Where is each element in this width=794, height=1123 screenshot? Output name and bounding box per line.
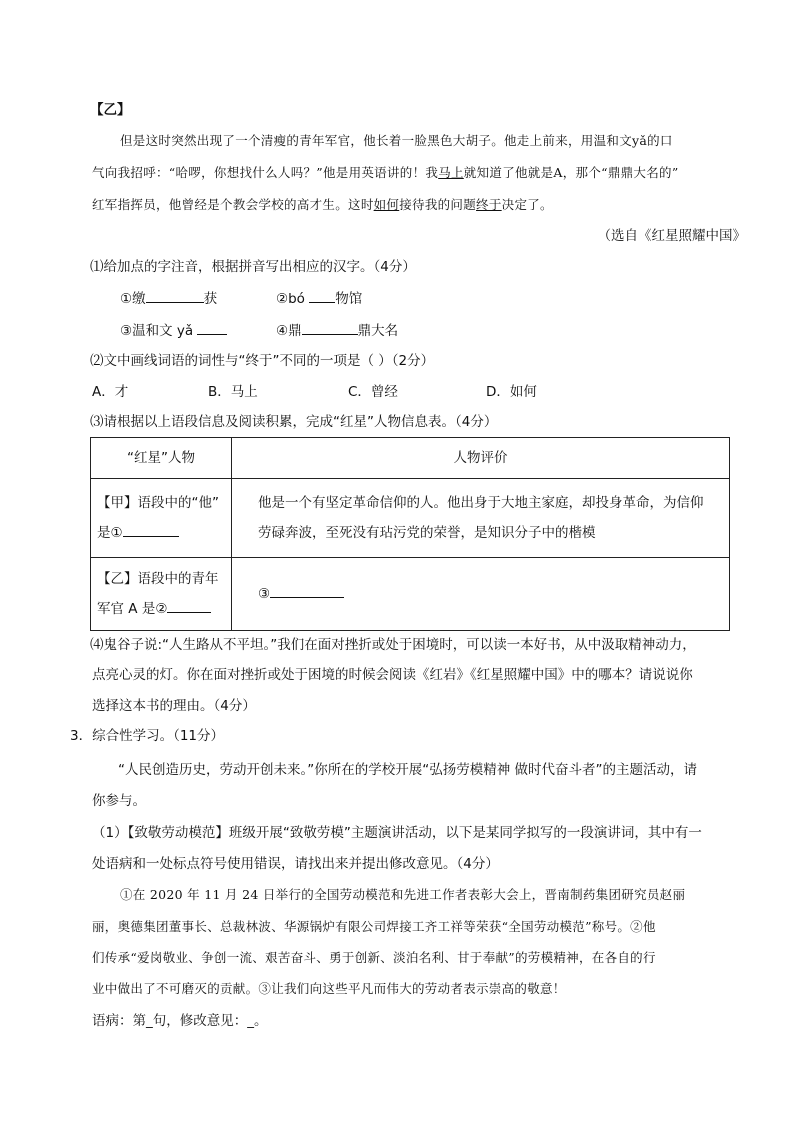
cell-answer-line [97, 594, 225, 624]
underlined-word-mashang: 马上 [438, 165, 464, 180]
underlined-word-zhongyu: 终于 [476, 197, 502, 212]
speech-line-4: 业中做出了不可磨灭的贡献。③让我们向这些平凡而伟大的劳动者表示崇高的敬意！ [92, 981, 566, 996]
answer-blank[interactable] [123, 522, 179, 537]
q1-item-3 [120, 320, 227, 341]
q2-option-b[interactable]: B．马上 [208, 384, 258, 400]
q2-option-c[interactable]: C．曾经 [348, 384, 398, 400]
subq1-line-1: （1）【致敬劳动模范】班级开展“致敬劳模”主题演讲活动，以下是某同学拟写的一段演讲词，其中有一 [92, 825, 702, 841]
section-3-intro-line-2: 你参与。 [92, 793, 146, 809]
word-cengjing: 曾经 [181, 197, 208, 212]
section-yi-heading: 【乙】 [90, 102, 131, 118]
q3-prompt: ⑶请根据以上语段信息及阅读积累，完成“红星”人物信息表。（4分） [90, 414, 498, 430]
q1-item-1-rest: 获 [203, 291, 218, 307]
cell-text: 【甲】语段中的“他” [97, 495, 219, 511]
speech-line-3: 们传承“爱岗敬业、争创一流、艰苦奋斗、勇于创新、淡泊名利、甘于奉献”的劳模精神，在各自的行 [92, 950, 656, 965]
answer-blank[interactable] [197, 320, 227, 335]
cell-text: 劳碌奔波，至死没有玷污党的荣誉，是知识分子中的楷模 [258, 525, 596, 541]
answer-blank[interactable] [302, 320, 358, 335]
q1-item-4 [276, 320, 398, 341]
q4-line-3: 选择这本书的理由。（4分） [92, 698, 256, 714]
subq1-line-2: 处语病和一处标点符号使用错误，请找出来并提出修改意见。（4分） [92, 856, 499, 872]
speech-line-1: ①在 2020 年 11 月 24 日举行的全国劳动模范和先进工作者表彰大会上，晋南制药集团研究员赵丽 [120, 887, 686, 902]
passage-line-3-c: 是个教会学校的高才生。这时 [207, 197, 374, 212]
table-cell-yi-character [91, 558, 232, 631]
q4-line-2: 点亮心灵的灯。你在面对挫折或处于困境的时候会阅读《红岩》《红星照耀中国》中的哪本？请说说你 [92, 667, 693, 683]
table-header-character: “红星”人物 [91, 438, 232, 479]
speech-line-2: 丽，奥德集团董事长、总裁林波、华源锅炉有限公司焊接工齐工祥等荣获“全国劳动模范”称号。②他 [92, 919, 656, 934]
cell-text: 【乙】语段中的青年 [97, 571, 219, 587]
table-cell-yi-evaluation [232, 558, 730, 631]
section-3-title: 3．综合性学习。（11分） [70, 728, 225, 744]
cell-text: 是① [97, 525, 123, 541]
underlined-word-ruhe: 如何 [373, 197, 400, 212]
answer-blank[interactable] [167, 598, 211, 613]
cell-text: ③ [258, 586, 271, 602]
passage-source: （选自《红星照耀中国》 [597, 228, 746, 244]
q1-prompt: ⑴给加点的字注音，根据拼音写出相应的汉字。（4分） [90, 259, 416, 275]
passage-line-3-a: 红军指挥员，他 [92, 197, 182, 212]
section-3-intro-line-1: “人民创造历史，劳动开创未来。”你所在的学校开展“弘扬劳模精神 做时代奋斗者”的主题活动，请 [118, 762, 698, 778]
answer-blank[interactable] [270, 583, 344, 598]
passage-line-2-post: 就知道了他就是A，那个“鼎鼎大名的” [463, 165, 679, 180]
q1-item-1 [120, 288, 217, 309]
q1-item-2 [276, 288, 362, 309]
answer-blank[interactable] [146, 288, 204, 303]
table-row [91, 479, 730, 558]
passage-line-3-g: 决定了。 [501, 197, 553, 212]
passage-line-2 [92, 163, 679, 183]
q1-item-4-rest: 鼎大名 [357, 323, 399, 339]
q2-option-a[interactable]: A．才 [92, 384, 129, 400]
cell-text: 军官 A 是② [97, 601, 168, 617]
passage-line-2-pre: 气向我招呼：“哈啰，你想找什么人吗？”他是用英语讲的！我 [92, 165, 439, 180]
q1-item-2-pinyin: ②bó [276, 291, 305, 307]
q1-item-4-char: ④鼎 [276, 323, 302, 339]
passage-line-3-e: 接待我的问题 [399, 197, 477, 212]
table-cell-jia-evaluation [232, 479, 730, 558]
passage-line-3 [92, 195, 553, 215]
cell-text: 他是一个有坚定革命信仰的人。他出身于大地主家庭，却投身革命，为信仰 [258, 495, 704, 511]
q1-item-3-pinyin: ③温和文 yǎ [120, 323, 194, 339]
q4-line-1: ⑷鬼谷子说:“人生路从不平坦。”我们在面对挫折或处于困境时，可以读一本好书，从中汲取精神动力， [90, 637, 696, 653]
table-row [91, 558, 730, 631]
passage-line-1: 但是这时突然出现了一个清瘦的青年军官，他长着一脸黑色大胡子。他走上前来，用温和文yǎ的口 [120, 133, 673, 148]
character-info-table [90, 437, 730, 631]
table-header-evaluation: 人物评价 [232, 438, 730, 479]
answer-line: 语病：第_句，修改意见：_。 [92, 1013, 268, 1029]
table-header-row [91, 438, 730, 479]
q1-item-2-rest: 物馆 [335, 291, 363, 307]
table-cell-jia-character [91, 479, 232, 558]
q2-prompt: ⑵文中画线词语的词性与“终于”不同的一项是（ ）（2分） [90, 353, 435, 369]
q2-option-d[interactable]: D．如何 [486, 384, 537, 400]
answer-blank[interactable] [309, 288, 335, 303]
q1-item-1-char: ①缴 [120, 291, 146, 307]
cell-answer-line [97, 518, 225, 548]
